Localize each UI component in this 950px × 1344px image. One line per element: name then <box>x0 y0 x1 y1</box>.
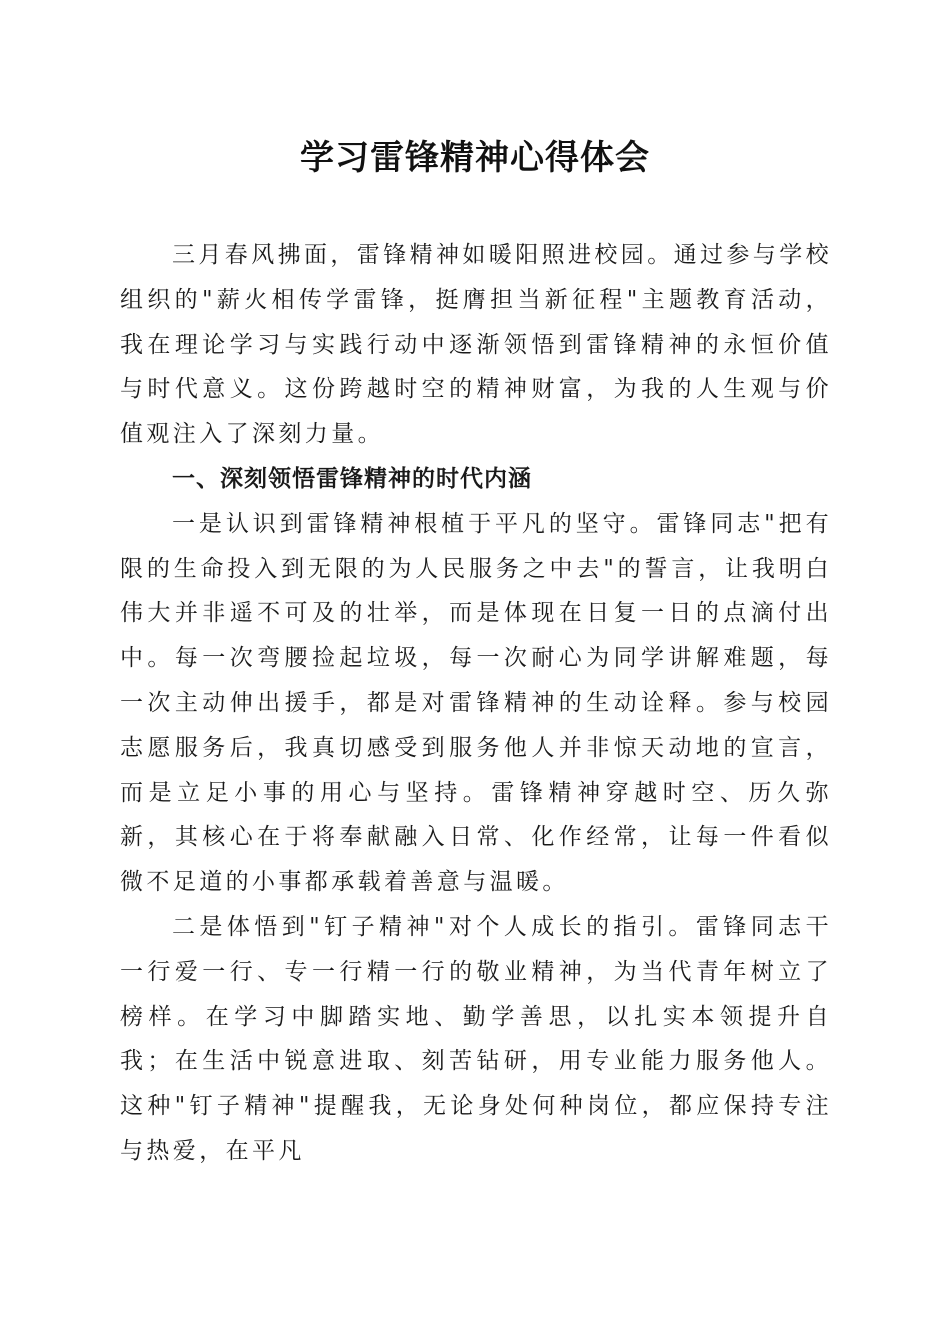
point-two-paragraph: 二是体悟到"钉子精神"对个人成长的指引。雷锋同志干一行爱一行、专一行精一行的敬业精神，为当代青年树立了榜样。在学习中脚踏实地、勤学善思，以扎实本领提升自我；在生活中锐意进取、刻苦钻研，用专业能力服务他人。这种"钉子精神"提醒我，无论身处何种岗位，都应保持专注与热爱，在平凡 <box>120 913 832 1164</box>
document-body <box>120 233 832 1174</box>
section-heading: 一、深刻领悟雷锋精神的时代内涵 <box>172 465 532 492</box>
intro-paragraph: 三月春风拂面，雷锋精神如暖阳照进校园。通过参与学校组织的"薪火相传学雷锋，挺膺担当新征程"主题教育活动，我在理论学习与实践行动中逐渐领悟到雷锋精神的永恒价值与时代意义。这份跨越时空的精神财富，为我的人生观与价值观注入了深刻力量。 <box>120 242 832 448</box>
point-one-paragraph: 一是认识到雷锋精神根植于平凡的坚守。雷锋同志"把有限的生命投入到无限的为人民服务之中去"的誓言，让我明白伟大并非遥不可及的壮举，而是体现在日复一日的点滴付出中。每一次弯腰捡起垃圾，每一次耐心为同学讲解难题，每一次主动伸出援手，都是对雷锋精神的生动诠释。参与校园志愿服务后，我真切感受到服务他人并非惊天动地的宣言，而是立足小事的用心与坚持。雷锋精神穿越时空、历久弥新，其核心在于将奉献融入日常、化作经常，让每一件看似微不足道的小事都承载着善意与温暖。 <box>120 510 832 896</box>
document-title: 学习雷锋精神心得体会 <box>300 138 650 178</box>
